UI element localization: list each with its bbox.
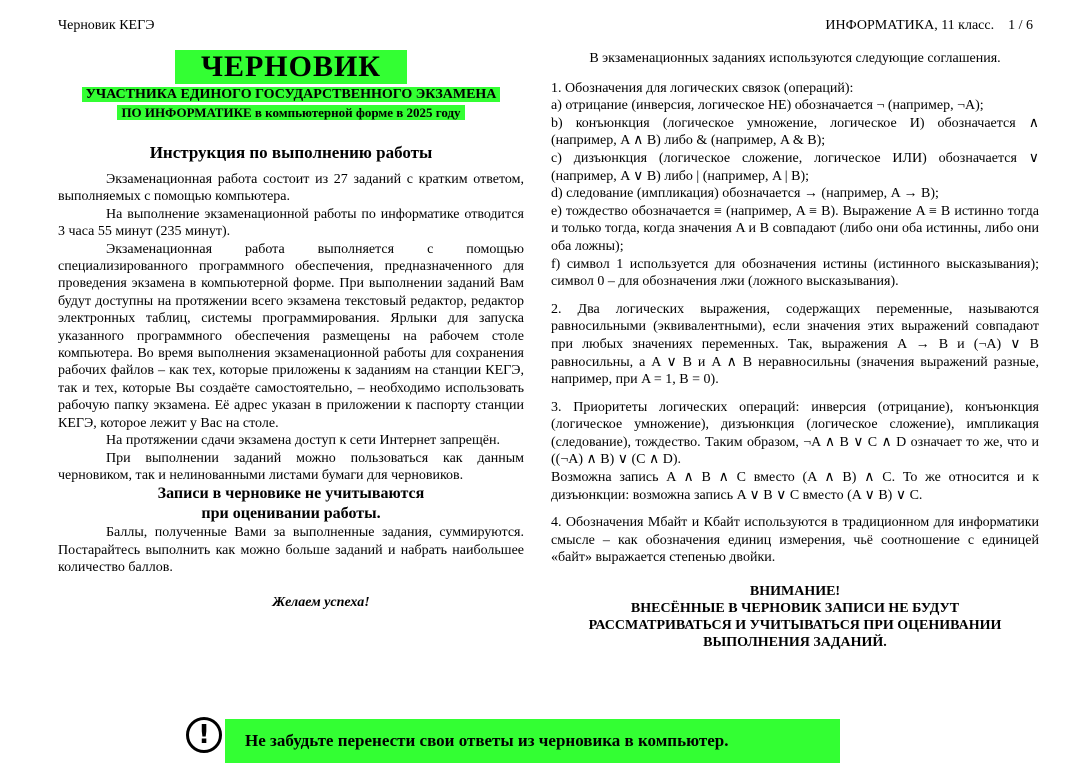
section-3-continued: Возможна запись A ∧ B ∧ C вместо (A ∧ B) ∧ C. То же относится и к дизъюнкции: возможна запись A ∨ B ∨ C вместо (A ∨ B) ∨ C. (551, 470, 1039, 503)
warning-line-4: ВЫПОЛНЕНИЯ ЗАДАНИЙ. (703, 635, 887, 651)
reminder-banner (225, 719, 840, 763)
conventions-intro: В экзаменационных заданиях используются следующие соглашения. (589, 51, 1001, 66)
instruction-paragraph: Баллы, полученные Вами за выполненные задания, суммируются. Постарайтесь выполнить как можно больше заданий и набрать наибольшее количество баллов. (58, 525, 524, 576)
reminder-text: Не забудьте перенести свои ответы из черновика в компьютер. (245, 731, 729, 750)
instruction-paragraph: Экзаменационная работа состоит из 27 заданий с кратким ответом, выполняемых с помощью компьютера. (58, 172, 524, 205)
exclamation-circle-icon: ! (186, 717, 222, 753)
header-left: Черновик КЕГЭ (58, 18, 155, 33)
section-1-item-f: f) символ 1 используется для обозначения истины (истинного высказывания); символ 0 – для обозначения лжи (ложного высказывания). (551, 256, 1039, 290)
warning-line-2: ВНЕСЁННЫЕ В ЧЕРНОВИК ЗАПИСИ НЕ БУДУТ (630, 601, 960, 617)
section-1-title: 1. Обозначения для логических связок (операций): (551, 80, 854, 96)
header-right: ИНФОРМАТИКА, 11 класс. 1 / 6 (825, 18, 1033, 33)
notice-line-2: при оценивании работы. (201, 505, 381, 523)
instruction-paragraph: На выполнение экзаменационной работы по информатике отводится 3 часа 55 минут (235 минут). (58, 206, 524, 240)
right-column (551, 50, 1039, 651)
section-1-item-b: b) конъюнкция (логическое умножение, логическое И) обозначается ∧ (например, A ∧ B) либо & (например, A & B); (551, 115, 1039, 149)
warning-line-1: ВНИМАНИЕ! (749, 584, 841, 600)
instruction-paragraph: На протяжении сдачи экзамена доступ к сети Интернет запрещён. (106, 433, 500, 449)
section-1-item-a: a) отрицание (инверсия, логическое НЕ) обозначается ¬ (например, ¬A); (551, 98, 984, 114)
instruction-paragraph: Экзаменационная работа выполняется с помощью специализированного программного обеспечения, предназначенного для проведения экзамена в компьютерной форме. При выполнении заданий Вам будут доступны на протяжении всего экзамена текстовый редактор, редактор электронных таблиц, системы программирования. Ярлыки для запуска указанного программного обеспечения размещены на рабочем столе компьютера. Во время выполнения экзаменационной работы для сохранения рабочих файлов – как тех, которые приложены к заданиям на станции КЕГЭ, так и тех, которые Вы создаёте самостоятельно, – необходимо использовать рабочую папку экзамена. Её адрес указан в приложении к паспорту станции КЕГЭ, которое лежит у Вас на столе. (58, 241, 524, 431)
wish-text: Желаем успеха! (272, 594, 370, 610)
instructions-heading: Инструкция по выполнению работы (149, 143, 433, 162)
banner-subtitle (58, 86, 524, 123)
section-1-item-c: c) дизъюнкция (логическое сложение, логическое ИЛИ) обозначается ∨ (например, A ∨ B) либо | (например, A | B); (551, 150, 1039, 184)
banner-title: ЧЕРНОВИК (175, 50, 407, 84)
section-2: 2. Два логических выражения, содержащих переменные, называются равносильными (эквивалентными), если значения этих выражений совпадают при любых значениях переменных. Так, выражения A → B и (¬A) ∨ B равносильны, а A ∨ B и A ∧ B неравносильны (значения выражений разные, например, при A = 1, B = 0). (551, 301, 1039, 388)
banner-line-1: УЧАСТНИКА ЕДИНОГО ГОСУДАРСТВЕННОГО ЭКЗАМЕНА (82, 87, 501, 102)
notice-line-1: Записи в черновике не учитываются (157, 485, 425, 503)
warning-block (551, 583, 1039, 651)
left-column (58, 50, 524, 611)
section-1-item-e: e) тождество обозначается ≡ (например, A ≡ B). Выражение A ≡ B истинно тогда и только тогда, когда значения A и B совпадают (либо они оба истинны, либо они оба ложны); (551, 203, 1039, 254)
banner-line-2: ПО ИНФОРМАТИКЕ в компьютерной форме в 2025 году (117, 105, 464, 120)
section-1-item-d: d) следование (импликация) обозначается → (например, A → B); (551, 186, 939, 202)
section-4: 4. Обозначения Мбайт и Кбайт используются в традиционном для информатики смысле – как обозначения единиц измерения, чьё соотношение с единицей «байт» выражается степенью двойки. (551, 515, 1039, 566)
instruction-paragraph: При выполнении заданий можно пользоваться как данным черновиком, так и нелинованными листами бумаги для черновиков. (58, 450, 524, 483)
warning-line-3: РАССМАТРИВАТЬСЯ И УЧИТЫВАТЬСЯ ПРИ ОЦЕНИВАНИИ (588, 618, 1002, 634)
section-3: 3. Приоритеты логических операций: инверсия (отрицание), конъюнкция (логическое умножение), дизъюнкция (логическое сложение), импликация (следование), тождество. Таким образом, ¬A ∧ B ∨ C ∧ D означает то же, что и ((¬A) ∧ B) ∨ (C ∧ D). (551, 399, 1039, 468)
